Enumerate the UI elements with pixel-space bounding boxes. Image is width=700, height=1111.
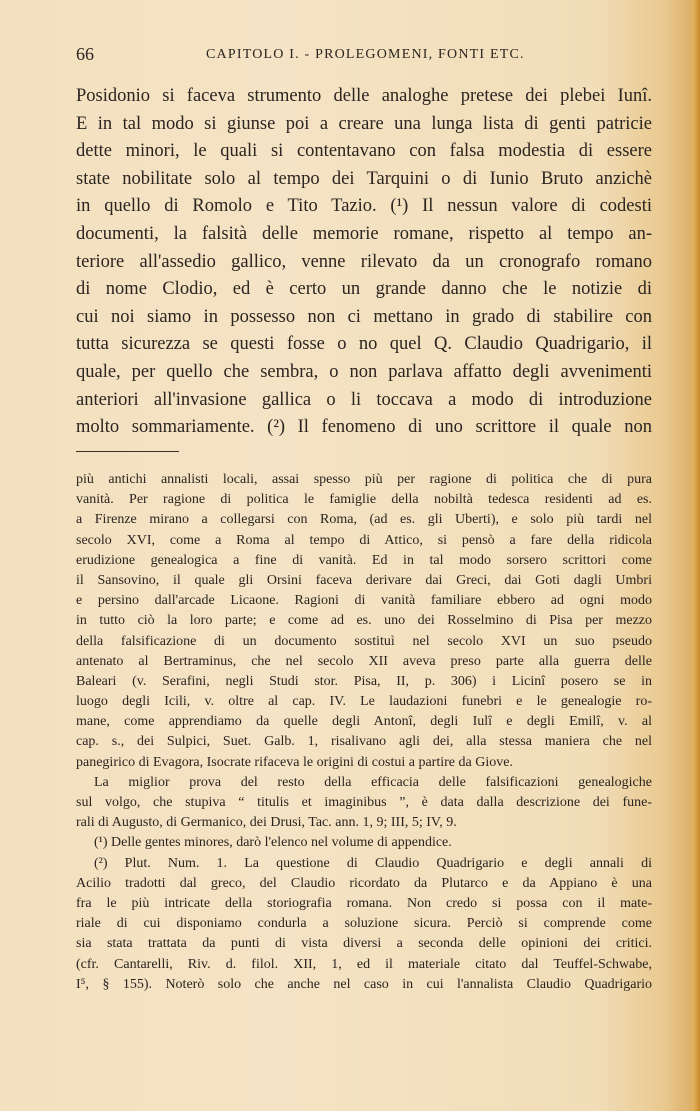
footnote-line: vanità. Per ragione di politica le famiglie della nobiltà tedesca residenti ad es.	[76, 492, 652, 508]
main-text-line: documenti, la falsità delle memorie romane, rispetto al tempo an-	[76, 223, 652, 244]
footnote-line: e persino dall'arcade Licaone. Ragioni di vanità familiare ebbero ad ogni modo	[76, 593, 652, 609]
main-text-line: Posidonio si faceva strumento delle analoghe pretese dei plebei Iunî.	[76, 86, 652, 106]
main-text-line: cui noi siamo in possesso non ci mettano in grado di stabilire con	[76, 306, 652, 327]
main-text-line: E in tal modo si giunse poi a creare una lunga lista di genti patricie	[76, 113, 652, 134]
page-edge	[692, 0, 700, 1111]
footnote-rule	[76, 451, 179, 452]
footnote-line: Acilio tradotti dal greco, del Claudio ricordato da Plutarco e da Appiano è una	[76, 875, 652, 891]
footnote-line: Baleari (v. Serafini, negli Studi stor. Pisa, II, p. 306) i Licinî posero se in	[76, 673, 652, 689]
main-text-line: dette minori, le quali si contentavano con falsa modestia di essere	[76, 141, 652, 162]
main-text	[76, 83, 652, 442]
main-text-line: molto sommariamente. (²) Il fenomeno di uno scrittore il quale non	[76, 417, 652, 438]
footnote-line: fra le più intricate della storiografia romana. Non credo si possa con il mate-	[76, 895, 652, 911]
footnote-line: cap. s., dei Sulpici, Suet. Galb. 1, risalivano agli dei, alla stessa maniera che nel	[76, 734, 652, 750]
footnote-line: erudizione genealogica a fine di vanità. Ed in tal modo sorsero scrittori come	[76, 552, 652, 568]
footnote-1: (¹) Delle gentes minores, darò l'elenco nel volume di appendice.	[94, 835, 452, 851]
footnote-line: antenato al Bertraminus, che nel secolo XII aveva preso parte alla guerra delle	[76, 653, 652, 669]
page-number: 66	[76, 44, 94, 64]
footnote-line: in tutto ciò la loro parte; e come ad es. uno dei Rosselmino di Pisa per mezzo	[76, 613, 652, 629]
footnote-line: rali di Augusto, di Germanico, dei Drusi, Tac. ann. 1, 9; III, 5; IV, 9.	[76, 815, 457, 831]
footnotes	[76, 470, 652, 995]
footnote-line: mane, come apprendiamo da quelle degli Antonî, degli Iulî e degli Emilî, v. al	[76, 714, 652, 730]
footnote-line: della falsificazione di un documento sostituì nel secolo XVI un suo pseudo	[76, 633, 652, 649]
footnote-line: più antichi annalisti locali, assai spesso più per ragione di politica che di pura	[76, 472, 652, 487]
footnote-line: panegirico di Evagora, Isocrate rifaceva le origini di costui a partire da Giove.	[76, 754, 513, 770]
footnote-line: luogo degli Icili, v. oltre al cap. IV. Le laudazioni funebri e le genealogie ro-	[76, 694, 652, 710]
footnote-line: sul volgo, che stupiva “ titulis et imaginibus ”, è data dalla descrizione dei fune-	[76, 795, 652, 810]
main-text-line: in quello di Romolo e Tito Tazio. (¹) Il nessun valore di codesti	[76, 196, 652, 217]
footnote-2: (²) Plut. Num. 1. La questione di Claudio Quadrigario e degli annali di	[94, 855, 652, 871]
main-text-line: tutta sicurezza se questi fosse o no quel Q. Claudio Quadrigario, il	[76, 334, 652, 355]
running-head: CAPITOLO I. - PROLEGOMENI, FONTI ETC.	[206, 47, 525, 62]
footnote-line: La miglior prova del resto della efficacia delle falsificazioni genealogiche	[94, 774, 652, 790]
footnote-line: (cfr. Cantarelli, Riv. d. filol. XII, 1, ed il materiale citato dal Teuffel-Schwabe,	[76, 956, 652, 972]
main-text-line: teriore all'assedio gallico, venne rilevato da un cronografo romano	[76, 251, 652, 272]
footnote-line: riale di cui disponiamo condurla a soluzione sicura. Perciò si comprende come	[76, 916, 652, 932]
main-text-line: di nome Clodio, ed è certo un grande danno che le notizie di	[76, 279, 652, 300]
footnote-line: sia stata trattata da punti di vista diversi a seconda delle opinioni dei critici.	[76, 936, 652, 952]
main-text-line: anteriori all'invasione gallica o li toccava a modo di introduzione	[76, 389, 652, 410]
footnote-line: I⁵, § 155). Noterò solo che anche nel caso in cui l'annalista Claudio Quadrigario	[76, 976, 652, 992]
page-header	[76, 44, 652, 70]
main-text-line: state nobilitate solo al tempo dei Tarquini o di Iunio Bruto anzichè	[76, 168, 652, 189]
footnote-line: a Firenze mirano a collegarsi con Roma, (ad es. gli Uberti), e solo più tardi nel	[76, 512, 652, 528]
footnote-line: secolo XVI, come a Roma al tempo di Attico, si pensò a fare della ridicola	[76, 532, 652, 548]
footnote-line: il Sansovino, il quale gli Orsini faceva derivare dai Greci, dai Goti dagli Umbri	[76, 572, 652, 588]
main-text-line: quale, per quello che sembra, o non parlava affatto degli avvenimenti	[76, 361, 652, 382]
